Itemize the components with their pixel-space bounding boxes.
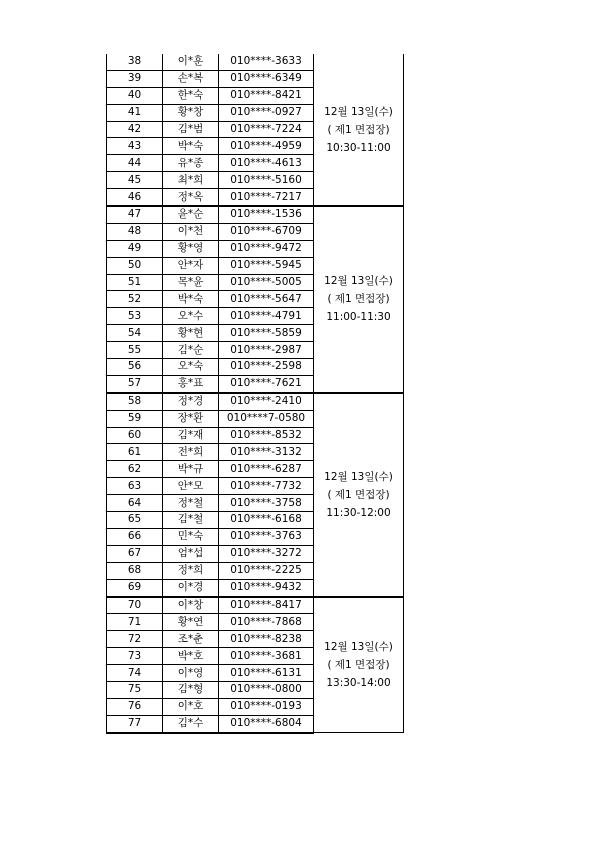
applicant-phone-cell: 010****-6168	[219, 512, 314, 529]
slot-room: ( 제1 면접장)	[327, 488, 390, 501]
applicant-phone-cell: 010****-6349	[219, 70, 314, 87]
applicant-number-cell: 75	[107, 681, 163, 698]
applicant-phone-cell: 010****-6131	[219, 665, 314, 682]
applicant-number-cell: 42	[107, 121, 163, 138]
applicant-phone-cell: 010****-4613	[219, 155, 314, 172]
applicant-name-cell: 황*현	[163, 325, 219, 342]
applicant-phone-cell: 010****-0927	[219, 104, 314, 121]
applicant-phone-cell: 010****-7621	[219, 375, 314, 392]
applicant-name-cell: 김*재	[163, 427, 219, 444]
applicant-name-cell: 이*영	[163, 665, 219, 682]
table-row	[107, 54, 404, 70]
applicant-number-cell: 39	[107, 70, 163, 87]
applicant-phone-cell: 010****-0193	[219, 698, 314, 715]
applicant-phone-cell: 010****-4959	[219, 138, 314, 155]
applicant-phone-cell: 010****-6287	[219, 461, 314, 478]
table-row	[107, 206, 404, 223]
applicant-phone-cell: 010****-2987	[219, 342, 314, 359]
slot-date: 12월 13일(수)	[324, 105, 393, 118]
applicant-name-cell: 김*순	[163, 342, 219, 359]
applicant-phone-cell: 010****-3763	[219, 528, 314, 545]
applicant-phone-cell: 010****-5945	[219, 257, 314, 274]
applicant-number-cell: 52	[107, 291, 163, 308]
applicant-name-cell: 정*희	[163, 562, 219, 579]
slot-time: 11:00-11:30	[326, 311, 391, 324]
applicant-name-cell: 이*훈	[163, 54, 219, 70]
applicant-phone-cell: 010****-2598	[219, 359, 314, 376]
applicant-name-cell: 엄*섭	[163, 545, 219, 562]
applicant-name-cell: 박*숙	[163, 138, 219, 155]
applicant-phone-cell: 010****-2410	[219, 393, 314, 410]
applicant-number-cell: 72	[107, 631, 163, 648]
applicant-phone-cell: 010****-5647	[219, 291, 314, 308]
applicant-name-cell: 오*수	[163, 308, 219, 325]
applicant-name-cell: 조*춘	[163, 631, 219, 648]
applicant-name-cell: 장*환	[163, 410, 219, 427]
applicant-number-cell: 67	[107, 545, 163, 562]
applicant-name-cell: 김*철	[163, 512, 219, 529]
applicant-number-cell: 47	[107, 206, 163, 223]
applicant-name-cell: 황*연	[163, 614, 219, 631]
applicant-name-cell: 오*숙	[163, 359, 219, 376]
applicant-phone-cell: 010****-0800	[219, 681, 314, 698]
applicant-phone-cell: 010****-1536	[219, 206, 314, 223]
applicant-name-cell: 홍*표	[163, 375, 219, 392]
applicant-phone-cell: 010****-3272	[219, 545, 314, 562]
applicant-number-cell: 60	[107, 427, 163, 444]
applicant-number-cell: 43	[107, 138, 163, 155]
applicant-name-cell: 한*숙	[163, 87, 219, 104]
applicant-number-cell: 65	[107, 512, 163, 529]
applicant-name-cell: 이*경	[163, 579, 219, 596]
applicant-phone-cell: 010****-8417	[219, 597, 314, 614]
applicant-name-cell: 정*옥	[163, 189, 219, 206]
interview-slot-cell	[314, 54, 404, 206]
applicant-number-cell: 70	[107, 597, 163, 614]
applicant-number-cell: 74	[107, 665, 163, 682]
table-row	[107, 597, 404, 614]
slot-time: 13:30-14:00	[326, 676, 391, 689]
applicant-name-cell: 최*희	[163, 172, 219, 189]
applicant-number-cell: 44	[107, 155, 163, 172]
applicant-number-cell: 50	[107, 257, 163, 274]
interview-slot-cell	[314, 597, 404, 733]
applicant-number-cell: 69	[107, 579, 163, 596]
applicant-name-cell: 전*희	[163, 444, 219, 461]
slot-date: 12월 13일(수)	[324, 470, 393, 483]
applicant-phone-cell: 010****-7732	[219, 478, 314, 495]
applicant-phone-cell: 010****-5005	[219, 274, 314, 291]
applicant-number-cell: 68	[107, 562, 163, 579]
applicant-phone-cell: 010****-7224	[219, 121, 314, 138]
applicant-name-cell: 황*창	[163, 104, 219, 121]
applicant-number-cell: 59	[107, 410, 163, 427]
applicant-number-cell: 61	[107, 444, 163, 461]
slot-time: 11:30-12:00	[326, 506, 391, 519]
applicant-name-cell: 민*숙	[163, 528, 219, 545]
applicant-name-cell: 박*숙	[163, 291, 219, 308]
applicant-phone-cell: 010****-3132	[219, 444, 314, 461]
applicant-phone-cell: 010****-3681	[219, 648, 314, 665]
applicant-phone-cell: 010****-2225	[219, 562, 314, 579]
applicant-number-cell: 40	[107, 87, 163, 104]
applicant-phone-cell: 010****-9432	[219, 579, 314, 596]
applicant-number-cell: 48	[107, 223, 163, 240]
applicant-name-cell: 손*복	[163, 70, 219, 87]
applicant-number-cell: 57	[107, 375, 163, 392]
applicant-phone-cell: 010****-9472	[219, 240, 314, 257]
applicant-name-cell: 박*규	[163, 461, 219, 478]
applicant-name-cell: 김*수	[163, 715, 219, 732]
applicant-number-cell: 49	[107, 240, 163, 257]
applicant-name-cell: 안*자	[163, 257, 219, 274]
applicant-phone-cell: 010****7-0580	[219, 410, 314, 427]
applicant-phone-cell: 010****-8532	[219, 427, 314, 444]
applicant-name-cell: 이*천	[163, 223, 219, 240]
applicant-number-cell: 64	[107, 495, 163, 512]
interview-slot-cell	[314, 206, 404, 393]
interview-schedule-sheet	[106, 54, 401, 734]
schedule-table-body	[107, 54, 404, 733]
applicant-number-cell: 63	[107, 478, 163, 495]
interview-slot-cell	[314, 393, 404, 597]
applicant-name-cell: 목*윤	[163, 274, 219, 291]
applicant-number-cell: 66	[107, 528, 163, 545]
interview-schedule-table	[106, 54, 404, 734]
applicant-name-cell: 김*형	[163, 681, 219, 698]
applicant-phone-cell: 010****-8238	[219, 631, 314, 648]
applicant-number-cell: 46	[107, 189, 163, 206]
applicant-phone-cell: 010****-8421	[219, 87, 314, 104]
applicant-number-cell: 53	[107, 308, 163, 325]
applicant-number-cell: 51	[107, 274, 163, 291]
applicant-name-cell: 황*영	[163, 240, 219, 257]
applicant-phone-cell: 010****-5160	[219, 172, 314, 189]
applicant-number-cell: 45	[107, 172, 163, 189]
applicant-phone-cell: 010****-3633	[219, 54, 314, 70]
applicant-name-cell: 이*호	[163, 698, 219, 715]
applicant-name-cell: 이*창	[163, 597, 219, 614]
applicant-name-cell: 안*모	[163, 478, 219, 495]
slot-date: 12월 13일(수)	[324, 275, 393, 288]
applicant-number-cell: 41	[107, 104, 163, 121]
applicant-phone-cell: 010****-7868	[219, 614, 314, 631]
applicant-number-cell: 62	[107, 461, 163, 478]
applicant-phone-cell: 010****-3758	[219, 495, 314, 512]
applicant-number-cell: 71	[107, 614, 163, 631]
applicant-number-cell: 76	[107, 698, 163, 715]
applicant-number-cell: 55	[107, 342, 163, 359]
slot-room: ( 제1 면접장)	[327, 123, 390, 136]
applicant-name-cell: 정*철	[163, 495, 219, 512]
applicant-number-cell: 58	[107, 393, 163, 410]
slot-room: ( 제1 면접장)	[327, 658, 390, 671]
applicant-phone-cell: 010****-5859	[219, 325, 314, 342]
slot-time: 10:30-11:00	[326, 141, 391, 154]
applicant-phone-cell: 010****-4791	[219, 308, 314, 325]
applicant-phone-cell: 010****-7217	[219, 189, 314, 206]
applicant-number-cell: 54	[107, 325, 163, 342]
applicant-number-cell: 77	[107, 715, 163, 732]
slot-date: 12월 13일(수)	[324, 640, 393, 653]
applicant-number-cell: 56	[107, 359, 163, 376]
applicant-phone-cell: 010****-6804	[219, 715, 314, 732]
applicant-phone-cell: 010****-6709	[219, 223, 314, 240]
applicant-name-cell: 윤*순	[163, 206, 219, 223]
applicant-name-cell: 유*종	[163, 155, 219, 172]
table-row	[107, 393, 404, 410]
applicant-name-cell: 박*호	[163, 648, 219, 665]
applicant-number-cell: 73	[107, 648, 163, 665]
applicant-number-cell: 38	[107, 54, 163, 70]
applicant-name-cell: 정*경	[163, 393, 219, 410]
applicant-name-cell: 김*범	[163, 121, 219, 138]
slot-room: ( 제1 면접장)	[327, 293, 390, 306]
